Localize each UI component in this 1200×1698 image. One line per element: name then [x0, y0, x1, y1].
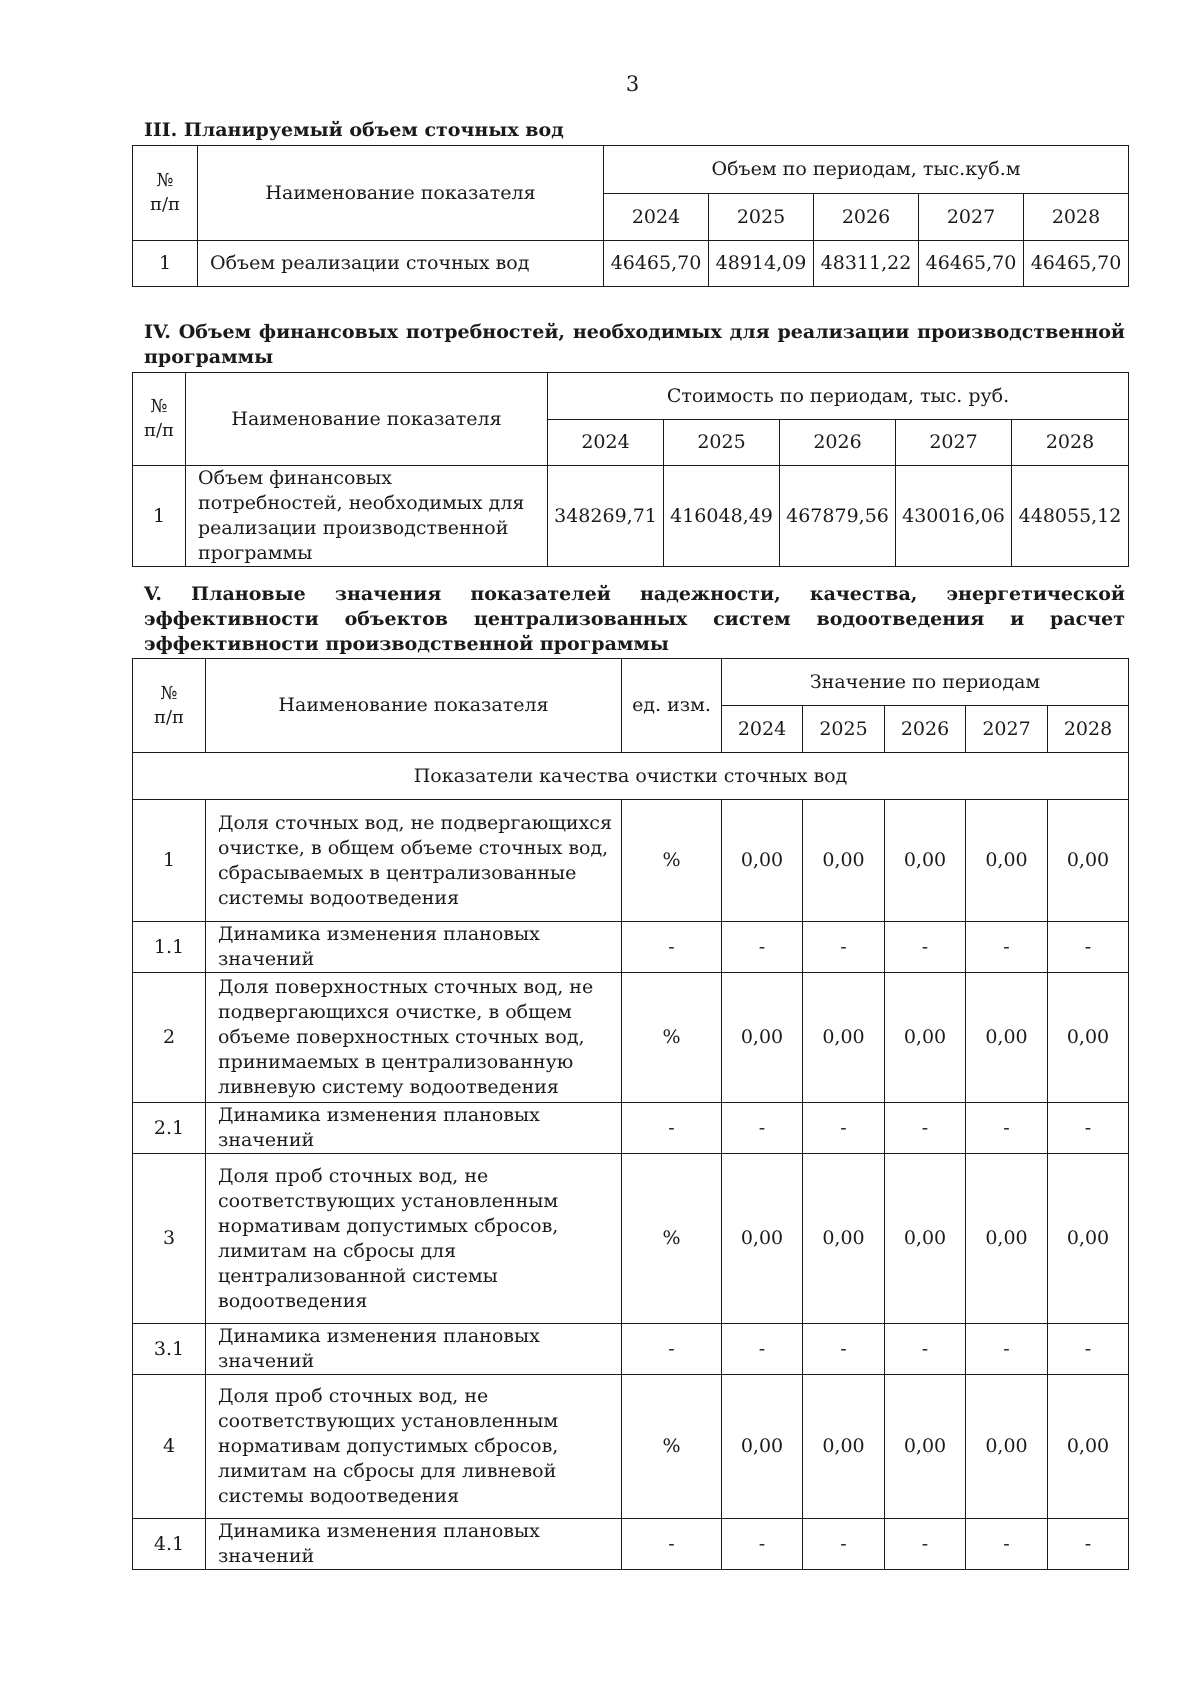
row-num: 1: [133, 466, 186, 567]
row-value: 0,00: [966, 1375, 1048, 1519]
row-value: 46465,70: [604, 241, 709, 287]
row-num: 1.1: [133, 922, 206, 973]
row-value: 0,00: [966, 800, 1048, 922]
row-unit: %: [622, 1154, 722, 1324]
header-year: 2024: [722, 706, 803, 753]
row-value: -: [803, 1324, 885, 1375]
row-name: Доля сточных вод, не подвергающихся очистке, в общем объеме сточных вод, сбрасываемых в централизованные системы водоотведения: [206, 800, 622, 922]
row-value: 48914,09: [709, 241, 814, 287]
row-value: 0,00: [885, 1154, 966, 1324]
header-year: 2026: [885, 706, 966, 753]
header-group: Значение по периодам: [722, 659, 1129, 706]
row-value: 0,00: [885, 800, 966, 922]
row-value: -: [966, 1324, 1048, 1375]
header-num: [133, 146, 198, 241]
section-4-table: [132, 372, 1129, 567]
row-value: -: [885, 1324, 966, 1375]
table-row: [133, 466, 1129, 567]
row-num: 3.1: [133, 1324, 206, 1375]
row-value: 0,00: [722, 800, 803, 922]
row-num: 2: [133, 973, 206, 1103]
row-name: Доля проб сточных вод, не соответствующих установленным нормативам допустимых сбросов, лимитам на сбросы для централизованной системы водоотведения: [206, 1154, 622, 1324]
row-value: 0,00: [722, 973, 803, 1103]
row-value: 0,00: [966, 973, 1048, 1103]
row-unit: %: [622, 800, 722, 922]
header-year: 2027: [966, 706, 1048, 753]
table-row: [133, 922, 1129, 973]
row-value: -: [885, 1103, 966, 1154]
section-5-title: V. Плановые значения показателей надежности, качества, энергетической эффективности объектов централизованных систем водоотведения и расчет эффективности производственной программы: [144, 583, 1125, 655]
row-value: 0,00: [1048, 1154, 1129, 1324]
row-value: -: [885, 1519, 966, 1570]
row-value: 0,00: [803, 1154, 885, 1324]
row-value: 0,00: [722, 1154, 803, 1324]
row-value: 0,00: [885, 973, 966, 1103]
row-value: 448055,12: [1012, 466, 1129, 567]
table-row: [133, 973, 1129, 1103]
row-value: -: [1048, 1324, 1129, 1375]
header-num: [133, 659, 206, 753]
table-row: [133, 1154, 1129, 1324]
page-number: 3: [625, 72, 640, 96]
header-name: Наименование показателя: [186, 373, 548, 466]
header-group: Стоимость по периодам, тыс. руб.: [548, 373, 1129, 420]
row-value: 430016,06: [896, 466, 1012, 567]
row-unit: -: [622, 1103, 722, 1154]
header-year: 2025: [709, 194, 814, 241]
row-name: Доля поверхностных сточных вод, не подвергающихся очистке, в общем объеме поверхностных сточных вод, принимаемых в централизованную ливневую систему водоотведения: [206, 973, 622, 1103]
row-value: 0,00: [1048, 973, 1129, 1103]
header-unit: ед. изм.: [622, 659, 722, 753]
row-value: -: [1048, 1519, 1129, 1570]
row-value: -: [803, 1519, 885, 1570]
row-num: 2.1: [133, 1103, 206, 1154]
table-row: [133, 800, 1129, 922]
header-num: [133, 373, 186, 466]
row-num: 4.1: [133, 1519, 206, 1570]
row-num: 4: [133, 1375, 206, 1519]
row-value: 0,00: [966, 1154, 1048, 1324]
row-value: -: [722, 1103, 803, 1154]
row-unit: %: [622, 973, 722, 1103]
row-value: -: [1048, 922, 1129, 973]
row-name: Динамика изменения плановых значений: [206, 1103, 622, 1154]
row-value: 348269,71: [548, 466, 664, 567]
row-name: Объем финансовых потребностей, необходимых для реализации производственной программы: [186, 466, 548, 567]
row-value: 0,00: [1048, 800, 1129, 922]
row-name: Динамика изменения плановых значений: [206, 1519, 622, 1570]
header-year: 2027: [919, 194, 1024, 241]
row-unit: -: [622, 1519, 722, 1570]
section-3-title: III. Планируемый объем сточных вод: [144, 119, 564, 141]
row-name: Доля проб сточных вод, не соответствующих установленным нормативам допустимых сбросов, лимитам на сбросы для ливневой системы водоотведения: [206, 1375, 622, 1519]
row-value: -: [885, 922, 966, 973]
row-value: -: [803, 1103, 885, 1154]
row-value: 46465,70: [919, 241, 1024, 287]
header-num-label: № п/п: [149, 170, 181, 215]
row-value: -: [722, 1324, 803, 1375]
row-num: 1: [133, 800, 206, 922]
row-value: 416048,49: [664, 466, 780, 567]
header-num-label: № п/п: [143, 396, 175, 441]
table-row: [133, 1375, 1129, 1519]
header-name: Наименование показателя: [206, 659, 622, 753]
row-value: -: [722, 1519, 803, 1570]
row-num: 3: [133, 1154, 206, 1324]
row-name: Динамика изменения плановых значений: [206, 1324, 622, 1375]
table-row: [133, 1103, 1129, 1154]
table-row: [133, 1324, 1129, 1375]
header-group: Объем по периодам, тыс.куб.м: [604, 146, 1129, 194]
header-year: 2026: [814, 194, 919, 241]
row-unit: -: [622, 1324, 722, 1375]
row-value: -: [1048, 1103, 1129, 1154]
row-name: Динамика изменения плановых значений: [206, 922, 622, 973]
section-5-table: [132, 658, 1129, 1570]
header-year: 2028: [1024, 194, 1129, 241]
header-year: 2028: [1048, 706, 1129, 753]
row-value: 48311,22: [814, 241, 919, 287]
header-year: 2024: [548, 420, 664, 466]
header-name: Наименование показателя: [198, 146, 604, 241]
header-year: 2028: [1012, 420, 1129, 466]
header-year: 2026: [780, 420, 896, 466]
row-value: 0,00: [1048, 1375, 1129, 1519]
row-unit: %: [622, 1375, 722, 1519]
section-4-title: IV. Объем финансовых потребностей, необходимых для реализации производственной программы: [144, 321, 1125, 368]
row-value: 0,00: [885, 1375, 966, 1519]
header-year: 2025: [664, 420, 780, 466]
header-year: 2027: [896, 420, 1012, 466]
row-value: -: [722, 922, 803, 973]
row-value: -: [966, 1103, 1048, 1154]
row-value: 0,00: [722, 1375, 803, 1519]
row-value: 0,00: [803, 973, 885, 1103]
table-row: [133, 1519, 1129, 1570]
header-year: 2024: [604, 194, 709, 241]
row-value: 0,00: [803, 1375, 885, 1519]
row-value: 467879,56: [780, 466, 896, 567]
table-row: [133, 241, 1129, 287]
row-value: 0,00: [803, 800, 885, 922]
row-num: 1: [133, 241, 198, 287]
header-num-label: № п/п: [153, 682, 185, 728]
row-value: 46465,70: [1024, 241, 1129, 287]
group-row: Показатели качества очистки сточных вод: [133, 753, 1129, 800]
row-value: -: [803, 922, 885, 973]
row-value: -: [966, 922, 1048, 973]
header-year: 2025: [803, 706, 885, 753]
row-value: -: [966, 1519, 1048, 1570]
section-3-table: [132, 145, 1129, 287]
row-unit: -: [622, 922, 722, 973]
row-name: Объем реализации сточных вод: [198, 241, 604, 287]
